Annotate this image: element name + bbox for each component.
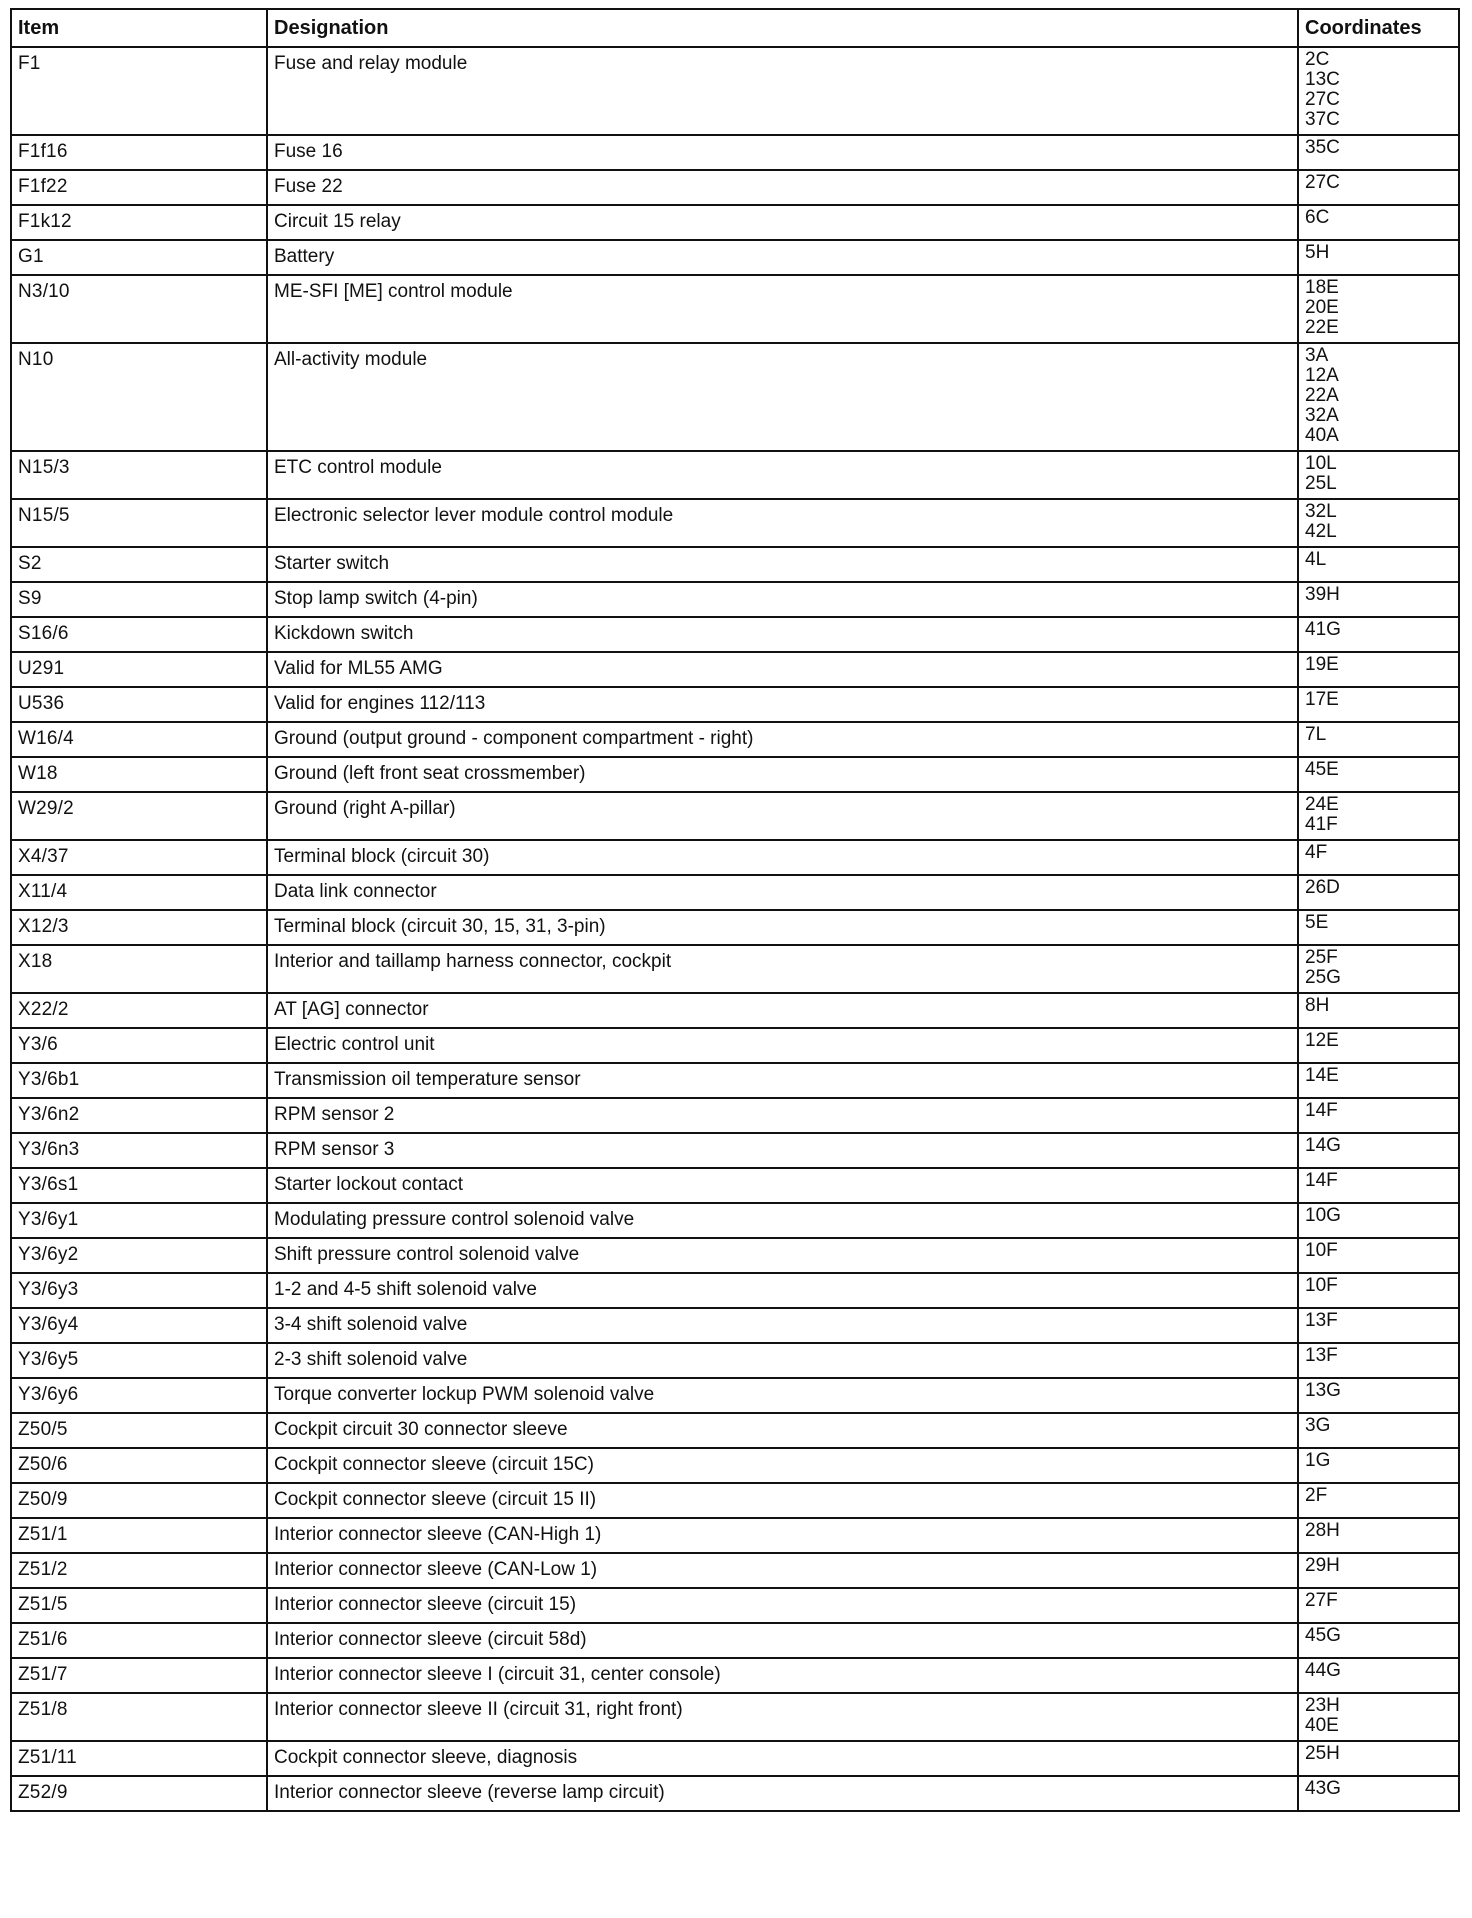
table-row <box>11 1483 1459 1518</box>
designation-cell: RPM sensor 3 <box>267 1133 1298 1168</box>
coordinate-value: 26D <box>1305 877 1340 898</box>
coordinates-cell <box>1298 1343 1459 1378</box>
coordinate-value: 39H <box>1305 584 1340 605</box>
table-row <box>11 840 1459 875</box>
item-cell: S2 <box>11 547 267 582</box>
table-row <box>11 1238 1459 1273</box>
table-row <box>11 1413 1459 1448</box>
designation-cell: Ground (output ground - component compartment - right) <box>267 722 1298 757</box>
table-row <box>11 1098 1459 1133</box>
table-row <box>11 135 1459 170</box>
coordinate-value: 14F <box>1305 1100 1338 1121</box>
coordinates-cell <box>1298 135 1459 170</box>
designation-cell: Circuit 15 relay <box>267 205 1298 240</box>
designation-cell: Electric control unit <box>267 1028 1298 1063</box>
designation-cell: Ground (right A-pillar) <box>267 792 1298 840</box>
component-index-sheet <box>10 8 1458 1812</box>
coordinate-value: 25G <box>1305 967 1341 988</box>
table-row <box>11 1553 1459 1588</box>
designation-cell: Fuse 22 <box>267 170 1298 205</box>
item-cell: S16/6 <box>11 617 267 652</box>
coordinates-cell <box>1298 1378 1459 1413</box>
designation-cell: Interior connector sleeve (CAN-Low 1) <box>267 1553 1298 1588</box>
coordinate-value: 13G <box>1305 1380 1341 1401</box>
coordinate-value: 32L <box>1305 501 1337 522</box>
table-row <box>11 1588 1459 1623</box>
table-row <box>11 1343 1459 1378</box>
item-cell: Z52/9 <box>11 1776 267 1811</box>
coordinate-value: 10G <box>1305 1205 1341 1226</box>
table-row <box>11 1273 1459 1308</box>
item-cell: Y3/6y6 <box>11 1378 267 1413</box>
designation-cell: RPM sensor 2 <box>267 1098 1298 1133</box>
coordinate-value: 14G <box>1305 1135 1341 1156</box>
coordinate-value: 43G <box>1305 1778 1341 1799</box>
coordinates-cell <box>1298 451 1459 499</box>
item-cell: Y3/6n2 <box>11 1098 267 1133</box>
coordinates-cell <box>1298 652 1459 687</box>
coordinate-value: 10F <box>1305 1275 1338 1296</box>
coordinates-cell <box>1298 1776 1459 1811</box>
coordinate-value: 23H <box>1305 1695 1340 1716</box>
coordinate-value: 3G <box>1305 1415 1331 1436</box>
item-cell: Z51/6 <box>11 1623 267 1658</box>
table-row <box>11 547 1459 582</box>
coordinates-cell <box>1298 499 1459 547</box>
table-row <box>11 722 1459 757</box>
table-row <box>11 910 1459 945</box>
coordinate-value: 44G <box>1305 1660 1341 1681</box>
item-cell: U291 <box>11 652 267 687</box>
coordinates-cell <box>1298 1693 1459 1741</box>
table-row <box>11 1623 1459 1658</box>
designation-cell: Interior connector sleeve (circuit 15) <box>267 1588 1298 1623</box>
designation-cell: Interior connector sleeve I (circuit 31, center console) <box>267 1658 1298 1693</box>
coordinates-cell <box>1298 1308 1459 1343</box>
item-cell: Z51/2 <box>11 1553 267 1588</box>
designation-cell: Interior connector sleeve (CAN-High 1) <box>267 1518 1298 1553</box>
designation-cell: Terminal block (circuit 30) <box>267 840 1298 875</box>
coordinates-cell <box>1298 722 1459 757</box>
table-row <box>11 343 1459 451</box>
coordinate-value: 5E <box>1305 912 1329 933</box>
item-cell: Z51/7 <box>11 1658 267 1693</box>
coordinates-cell <box>1298 1063 1459 1098</box>
coordinate-value: 25L <box>1305 473 1337 494</box>
item-cell: Z50/6 <box>11 1448 267 1483</box>
item-cell: N10 <box>11 343 267 451</box>
coordinate-value: 45E <box>1305 759 1339 780</box>
table-row <box>11 499 1459 547</box>
table-row <box>11 993 1459 1028</box>
coordinate-value: 10F <box>1305 1240 1338 1261</box>
item-cell: X22/2 <box>11 993 267 1028</box>
coordinates-cell <box>1298 910 1459 945</box>
coordinates-cell <box>1298 1741 1459 1776</box>
coordinate-value: 25H <box>1305 1743 1340 1764</box>
designation-cell: All-activity module <box>267 343 1298 451</box>
table-row <box>11 205 1459 240</box>
item-cell: Y3/6n3 <box>11 1133 267 1168</box>
item-cell: F1 <box>11 47 267 135</box>
table-row <box>11 792 1459 840</box>
coordinate-value: 1G <box>1305 1450 1331 1471</box>
table-row <box>11 170 1459 205</box>
table-row <box>11 1133 1459 1168</box>
item-cell: Y3/6y5 <box>11 1343 267 1378</box>
item-cell: X12/3 <box>11 910 267 945</box>
coordinates-cell <box>1298 1448 1459 1483</box>
table-row <box>11 1776 1459 1811</box>
coordinates-cell <box>1298 840 1459 875</box>
coordinate-value: 40E <box>1305 1715 1339 1736</box>
coordinates-cell <box>1298 792 1459 840</box>
coordinates-cell <box>1298 1168 1459 1203</box>
item-cell: X4/37 <box>11 840 267 875</box>
designation-cell: Electronic selector lever module control module <box>267 499 1298 547</box>
table-row <box>11 1448 1459 1483</box>
coordinates-cell <box>1298 205 1459 240</box>
coordinate-value: 37C <box>1305 109 1340 130</box>
item-cell: N15/5 <box>11 499 267 547</box>
coordinate-value: 13F <box>1305 1345 1338 1366</box>
designation-cell: 3-4 shift solenoid valve <box>267 1308 1298 1343</box>
item-cell: Z51/1 <box>11 1518 267 1553</box>
item-cell: Y3/6b1 <box>11 1063 267 1098</box>
coordinate-value: 6C <box>1305 207 1330 228</box>
coordinates-cell <box>1298 275 1459 343</box>
coordinate-value: 25F <box>1305 947 1338 968</box>
coordinates-cell <box>1298 1553 1459 1588</box>
coordinates-cell <box>1298 1623 1459 1658</box>
item-cell: Z51/5 <box>11 1588 267 1623</box>
table-row <box>11 1028 1459 1063</box>
table-row <box>11 945 1459 993</box>
coordinate-value: 3A <box>1305 345 1329 366</box>
designation-cell: Valid for ML55 AMG <box>267 652 1298 687</box>
coordinate-value: 41F <box>1305 814 1338 835</box>
coordinate-value: 24E <box>1305 794 1339 815</box>
coordinates-cell <box>1298 170 1459 205</box>
coordinate-value: 27F <box>1305 1590 1338 1611</box>
designation-cell: Shift pressure control solenoid valve <box>267 1238 1298 1273</box>
designation-cell: Battery <box>267 240 1298 275</box>
coordinate-value: 4F <box>1305 842 1328 863</box>
coordinate-value: 35C <box>1305 137 1340 158</box>
item-cell: Z50/5 <box>11 1413 267 1448</box>
designation-cell: Valid for engines 112/113 <box>267 687 1298 722</box>
table-row <box>11 652 1459 687</box>
coordinate-value: 5H <box>1305 242 1330 263</box>
item-cell: F1f16 <box>11 135 267 170</box>
coordinate-value: 45G <box>1305 1625 1341 1646</box>
coordinates-cell <box>1298 993 1459 1028</box>
item-cell: Y3/6y3 <box>11 1273 267 1308</box>
coordinate-value: 13F <box>1305 1310 1338 1331</box>
coordinates-cell <box>1298 1238 1459 1273</box>
item-cell: W18 <box>11 757 267 792</box>
coordinate-value: 29H <box>1305 1555 1340 1576</box>
column-header-item: Item <box>11 9 267 47</box>
table-row <box>11 451 1459 499</box>
coordinate-value: 40A <box>1305 425 1339 446</box>
coordinates-cell <box>1298 1203 1459 1238</box>
coordinates-cell <box>1298 343 1459 451</box>
item-cell: Y3/6y1 <box>11 1203 267 1238</box>
coordinate-value: 7L <box>1305 724 1327 745</box>
coordinates-cell <box>1298 1658 1459 1693</box>
table-row <box>11 1308 1459 1343</box>
coordinate-value: 20E <box>1305 297 1339 318</box>
table-row <box>11 1168 1459 1203</box>
coordinate-value: 17E <box>1305 689 1339 710</box>
coordinates-cell <box>1298 47 1459 135</box>
coordinate-value: 22A <box>1305 385 1339 406</box>
item-cell: F1f22 <box>11 170 267 205</box>
coordinate-value: 27C <box>1305 172 1340 193</box>
item-cell: X11/4 <box>11 875 267 910</box>
coordinate-value: 28H <box>1305 1520 1340 1541</box>
coordinate-value: 19E <box>1305 654 1339 675</box>
coordinate-value: 2F <box>1305 1485 1328 1506</box>
coordinates-cell <box>1298 1028 1459 1063</box>
designation-cell: Ground (left front seat crossmember) <box>267 757 1298 792</box>
item-cell: S9 <box>11 582 267 617</box>
designation-cell: Modulating pressure control solenoid valve <box>267 1203 1298 1238</box>
item-cell: U536 <box>11 687 267 722</box>
designation-cell: Fuse and relay module <box>267 47 1298 135</box>
item-cell: Y3/6y4 <box>11 1308 267 1343</box>
table-body <box>11 47 1459 1811</box>
item-cell: F1k12 <box>11 205 267 240</box>
designation-cell: Cockpit circuit 30 connector sleeve <box>267 1413 1298 1448</box>
table-row <box>11 1203 1459 1238</box>
coordinates-cell <box>1298 687 1459 722</box>
designation-cell: Interior and taillamp harness connector, cockpit <box>267 945 1298 993</box>
item-cell: Z51/11 <box>11 1741 267 1776</box>
item-cell: Y3/6y2 <box>11 1238 267 1273</box>
designation-cell: Interior connector sleeve (circuit 58d) <box>267 1623 1298 1658</box>
designation-cell: Kickdown switch <box>267 617 1298 652</box>
column-header-coordinates: Coordinates <box>1298 9 1459 47</box>
coordinate-value: 32A <box>1305 405 1339 426</box>
table-row <box>11 47 1459 135</box>
item-cell: Z50/9 <box>11 1483 267 1518</box>
coordinates-cell <box>1298 1273 1459 1308</box>
coordinate-value: 14E <box>1305 1065 1339 1086</box>
component-index-table <box>10 8 1460 1812</box>
table-row <box>11 1378 1459 1413</box>
designation-cell: Terminal block (circuit 30, 15, 31, 3-pin) <box>267 910 1298 945</box>
coordinate-value: 18E <box>1305 277 1339 298</box>
designation-cell: Interior connector sleeve II (circuit 31, right front) <box>267 1693 1298 1741</box>
designation-cell: ETC control module <box>267 451 1298 499</box>
coordinate-value: 22E <box>1305 317 1339 338</box>
designation-cell: Transmission oil temperature sensor <box>267 1063 1298 1098</box>
coordinates-cell <box>1298 1588 1459 1623</box>
column-header-designation: Designation <box>267 9 1298 47</box>
coordinate-value: 8H <box>1305 995 1330 1016</box>
coordinate-value: 2C <box>1305 49 1330 70</box>
designation-cell: 2-3 shift solenoid valve <box>267 1343 1298 1378</box>
header-row <box>11 9 1459 47</box>
designation-cell: ME-SFI [ME] control module <box>267 275 1298 343</box>
designation-cell: Stop lamp switch (4-pin) <box>267 582 1298 617</box>
coordinate-value: 27C <box>1305 89 1340 110</box>
item-cell: W16/4 <box>11 722 267 757</box>
coordinate-value: 10L <box>1305 453 1337 474</box>
coordinates-cell <box>1298 240 1459 275</box>
coordinate-value: 14F <box>1305 1170 1338 1191</box>
coordinates-cell <box>1298 1518 1459 1553</box>
designation-cell: Cockpit connector sleeve (circuit 15 II) <box>267 1483 1298 1518</box>
table-row <box>11 1063 1459 1098</box>
item-cell: W29/2 <box>11 792 267 840</box>
table-row <box>11 582 1459 617</box>
coordinate-value: 12A <box>1305 365 1339 386</box>
designation-cell: Interior connector sleeve (reverse lamp circuit) <box>267 1776 1298 1811</box>
coordinates-cell <box>1298 547 1459 582</box>
coordinates-cell <box>1298 617 1459 652</box>
coordinate-value: 41G <box>1305 619 1341 640</box>
designation-cell: Cockpit connector sleeve (circuit 15C) <box>267 1448 1298 1483</box>
item-cell: N15/3 <box>11 451 267 499</box>
table-row <box>11 240 1459 275</box>
coordinates-cell <box>1298 945 1459 993</box>
designation-cell: AT [AG] connector <box>267 993 1298 1028</box>
table-row <box>11 1741 1459 1776</box>
table-row <box>11 757 1459 792</box>
table-row <box>11 617 1459 652</box>
table-row <box>11 687 1459 722</box>
table-row <box>11 1658 1459 1693</box>
item-cell: Z51/8 <box>11 1693 267 1741</box>
designation-cell: 1-2 and 4-5 shift solenoid valve <box>267 1273 1298 1308</box>
designation-cell: Starter switch <box>267 547 1298 582</box>
coordinates-cell <box>1298 1133 1459 1168</box>
coordinates-cell <box>1298 875 1459 910</box>
item-cell: X18 <box>11 945 267 993</box>
table-row <box>11 275 1459 343</box>
table-row <box>11 1518 1459 1553</box>
designation-cell: Torque converter lockup PWM solenoid valve <box>267 1378 1298 1413</box>
designation-cell: Fuse 16 <box>267 135 1298 170</box>
coordinate-value: 42L <box>1305 521 1337 542</box>
designation-cell: Data link connector <box>267 875 1298 910</box>
coordinates-cell <box>1298 1483 1459 1518</box>
table-row <box>11 1693 1459 1741</box>
coordinates-cell <box>1298 1098 1459 1133</box>
coordinate-value: 13C <box>1305 69 1340 90</box>
coordinates-cell <box>1298 582 1459 617</box>
designation-cell: Cockpit connector sleeve, diagnosis <box>267 1741 1298 1776</box>
designation-cell: Starter lockout contact <box>267 1168 1298 1203</box>
item-cell: N3/10 <box>11 275 267 343</box>
coordinates-cell <box>1298 757 1459 792</box>
table-row <box>11 875 1459 910</box>
coordinate-value: 12E <box>1305 1030 1339 1051</box>
coordinates-cell <box>1298 1413 1459 1448</box>
item-cell: Y3/6 <box>11 1028 267 1063</box>
coordinate-value: 4L <box>1305 549 1327 570</box>
item-cell: Y3/6s1 <box>11 1168 267 1203</box>
item-cell: G1 <box>11 240 267 275</box>
